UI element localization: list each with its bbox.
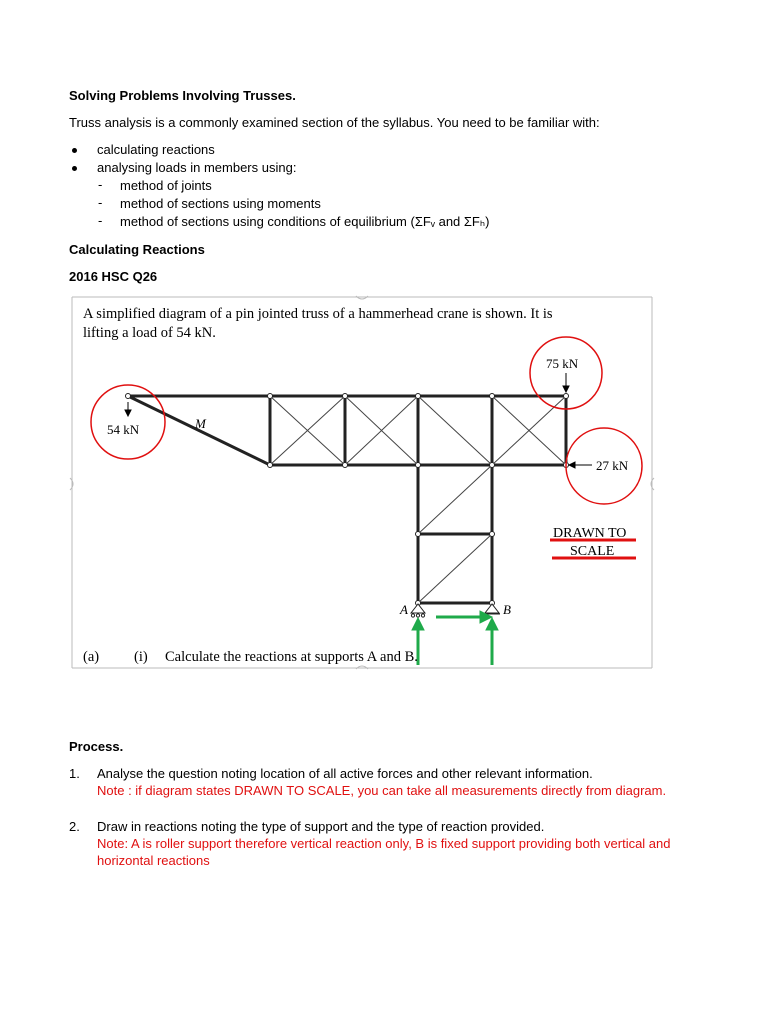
load-label-75: 75 kN <box>546 356 579 371</box>
sub-item: method of sections using conditions of equilibrium (ΣFᵥ and ΣFₕ) <box>120 214 490 229</box>
truss-joints <box>126 394 569 606</box>
figure-frame <box>70 296 654 669</box>
figure-description: lifting a load of 54 kN. <box>83 325 216 341</box>
step-note: horizontal reactions <box>97 853 210 868</box>
support-a-roller <box>411 604 425 617</box>
page-heading: Solving Problems Involving Trusses. <box>69 88 296 103</box>
dash-marker: - <box>98 177 103 192</box>
step-text: Analyse the question noting location of all active forces and other relevant information. <box>97 766 593 781</box>
dash-marker: - <box>98 195 103 210</box>
intro-text: Truss analysis is a commonly examined section of the syllabus. You need to be familiar with: <box>69 115 600 130</box>
question-text: Calculate the reactions at supports A and B. <box>165 649 418 665</box>
question-part-label: (a) <box>83 649 100 665</box>
drawn-to-scale-label: SCALE <box>570 544 615 559</box>
question-subpart-label: (i) <box>134 649 148 665</box>
section-title: Calculating Reactions <box>69 242 205 257</box>
support-b-label: B <box>503 602 511 617</box>
support-b-pin <box>484 604 500 614</box>
sub-item: method of sections using moments <box>120 196 321 211</box>
bullet-item: analysing loads in members using: <box>97 160 297 175</box>
sub-item: method of joints <box>120 178 212 193</box>
truss-members <box>128 396 566 603</box>
load-label-54: 54 kN <box>107 422 140 437</box>
step-text: Draw in reactions noting the type of support and the type of reaction provided. <box>97 819 545 834</box>
step-note: Note: A is roller support therefore vertical reaction only, B is fixed support providing both vertical and <box>97 836 671 851</box>
support-a-label: A <box>400 602 408 617</box>
drawn-to-scale-label: DRAWN TO <box>553 526 627 541</box>
dash-marker: - <box>98 213 103 228</box>
member-label: M <box>195 416 206 431</box>
process-title: Process. <box>69 739 124 754</box>
question-ref: 2016 HSC Q26 <box>69 269 158 284</box>
load-label-27: 27 kN <box>596 458 629 473</box>
bullet-item: calculating reactions <box>97 142 215 157</box>
step-number: 2. <box>69 819 80 834</box>
reaction-arrows <box>412 611 498 665</box>
figure-description: A simplified diagram of a pin jointed truss of a hammerhead crane is shown. It is <box>83 306 553 322</box>
step-number: 1. <box>69 766 80 781</box>
step-note: Note : if diagram states DRAWN TO SCALE, you can take all measurements directly from diagram. <box>97 783 667 798</box>
